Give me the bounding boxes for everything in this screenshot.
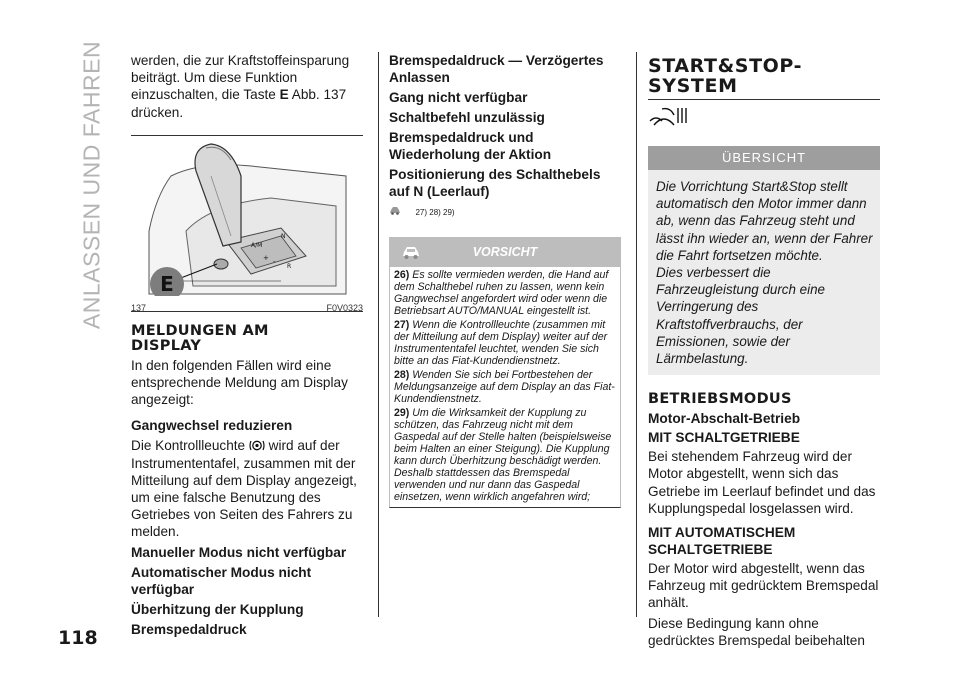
figure-callout-e: E [160, 271, 174, 296]
start-stop-title: START&STOP- SYSTEM [648, 55, 803, 97]
warning-title: VORSICHT [472, 245, 538, 259]
heading-brake-pedal: Bremspedaldruck [131, 621, 247, 637]
heading-neutral: Positionierung des Schalthebels auf N (Leerlauf) [389, 167, 601, 199]
chapter-side-tab [72, 40, 112, 330]
heading-brake-delay: Bremspedaldruck — Verzögertes Anlassen [389, 53, 604, 85]
refs-line [389, 202, 621, 220]
heading-brake-repeat: Bremspedaldruck und Wiederholung der Aktion [389, 130, 552, 162]
heading-auto-gearbox: MIT AUTOMATISCHEM SCHALTGETRIEBE [648, 525, 796, 558]
warning-item-29: 29) Um die Wirksamkeit der Kupplung zu schützen, das Fahrzeug nicht mit dem Gaspedal auf der Stelle halten (beispielsweise beim Halten an einer Steigung). Die Kupplung kann durch Überhitzung beschädigt werden. Deshalb stattdessen das Bremspedal verwenden und nur dann das Gaspedal einsetzen, wenn wirklich angefahren wird; [394, 407, 612, 503]
chapter-side-tab-label: ANLASSEN UND FAHREN [78, 40, 105, 330]
car-warning-icon [389, 205, 401, 215]
warning-item-27: 27) Wenn die Kontrollleuchte (zusammen mit der Mitteilung auf dem Display) weiter auf der Instrumententafel leuchtet, wenden Sie sich bitte an das Fiat-Kundendienstnetz. [394, 319, 608, 367]
column-divider-left [378, 52, 379, 617]
warning-box [389, 237, 621, 508]
heading-manual-gearbox: MIT SCHALTGETRIEBE [648, 430, 800, 446]
gear-reduce-text: Die Kontrollleuchte wird auf der Instrumententafel, zusammen mit der Mitteilung auf dem Display angezeigt, um eine falsche Benutzung des Getriebes von Seiten des Fahrers zu melden. [131, 438, 357, 540]
warning-item-28: 28) Wenden Sie sich bei Fortbestehen der Meldungsanzeige auf dem Display an das Fiat-Kundendienstnetz. [394, 369, 615, 405]
auto-gearbox-text-2: Diese Bedingung kann ohne gedrücktes Bremspedal beibehalten [648, 615, 865, 648]
display-messages-text: In den folgenden Fällen wird eine entsprechende Meldung am Display angezeigt: [131, 357, 348, 408]
warning-refs: 27) 28) 29) [415, 208, 455, 217]
heading-manual-na: Manueller Modus nicht verfügbar [131, 544, 347, 560]
car-hazard-icon [401, 244, 421, 260]
title-rule [648, 99, 880, 100]
overview-header: ÜBERSICHT [648, 146, 880, 170]
figure-caption [131, 303, 363, 313]
page-number: 118 [58, 627, 98, 649]
heading-engine-off: Motor-Abschalt-Betrieb [648, 411, 801, 427]
overview-box [648, 146, 880, 375]
overview-body [648, 170, 880, 375]
gearbox-warning-icon [249, 439, 265, 452]
warning-item-26: 26) Es sollte vermieden werden, die Hand auf dem Schalthebel ruhen zu lassen, wenn kein Gangwechsel angefordert wird oder wenn die Betriebsart AUTO/MANUAL eingestellt ist. [394, 269, 609, 317]
column-3 [648, 52, 880, 649]
auto-gearbox-text: Der Motor wird abgestellt, wenn das Fahrzeug mit gedrücktem Bremspedal anhält. [648, 561, 879, 611]
intro-paragraph: werden, die zur Kraftstoffeinsparung beiträgt. Um diese Funktion einzuschalten, die Taste E Abb. 137 drücken. [131, 53, 350, 120]
eco-pedal-icon [648, 105, 690, 127]
column-2 [389, 52, 621, 508]
section-title-mode: BETRIEBSMODUS [648, 391, 792, 408]
overview-p2: Dies verbessert die Fahrzeugleistung durch eine Verringerung des Kraftstoffverbrauchs, der Emissionen, sowie der Lärmbelastung. [656, 265, 825, 367]
figure-number: 137 [131, 302, 147, 313]
heading-shift-bad: Schaltbefehl unzulässig [389, 110, 545, 125]
figure-code: F0V0323 [326, 302, 363, 313]
heading-gear-na: Gang nicht verfügbar [389, 90, 528, 105]
overview-p1: Die Vorrichtung Start&Stop stellt automatisch den Motor immer dann ab, wenn das Fahrzeug steht und lässt ihn wieder an, wenn der Fahrer die Fahrt fortsetzen möchte. [656, 179, 873, 263]
manual-gearbox-text: Bei stehendem Fahrzeug wird der Motor abgestellt, wenn sich das Getriebe im Leerlauf befindet und das Kupplungspedal losgelassen wird. [648, 449, 876, 516]
gate-mark-plus: + [263, 253, 269, 262]
gate-mark-r: R [287, 262, 292, 270]
gear-lever-illustration [131, 136, 363, 296]
heading-auto-na: Automatischer Modus nicht verfügbar [131, 564, 312, 597]
gate-mark-n: N [281, 232, 286, 240]
warning-body [389, 267, 621, 508]
heading-clutch-overheat: Überhitzung der Kupplung [131, 601, 304, 617]
warning-header [389, 237, 621, 267]
gate-mark-minus: - [273, 257, 276, 266]
figure-137 [131, 135, 363, 313]
heading-gear-reduce: Gangwechsel reduzieren [131, 418, 293, 434]
column-1 [131, 52, 363, 638]
section-title-display-messages: MELDUNGEN AM DISPLAY [131, 322, 269, 354]
gate-mark-am: A/M [251, 241, 263, 249]
key-e-label: E [279, 87, 289, 103]
column-divider-right [636, 52, 637, 617]
